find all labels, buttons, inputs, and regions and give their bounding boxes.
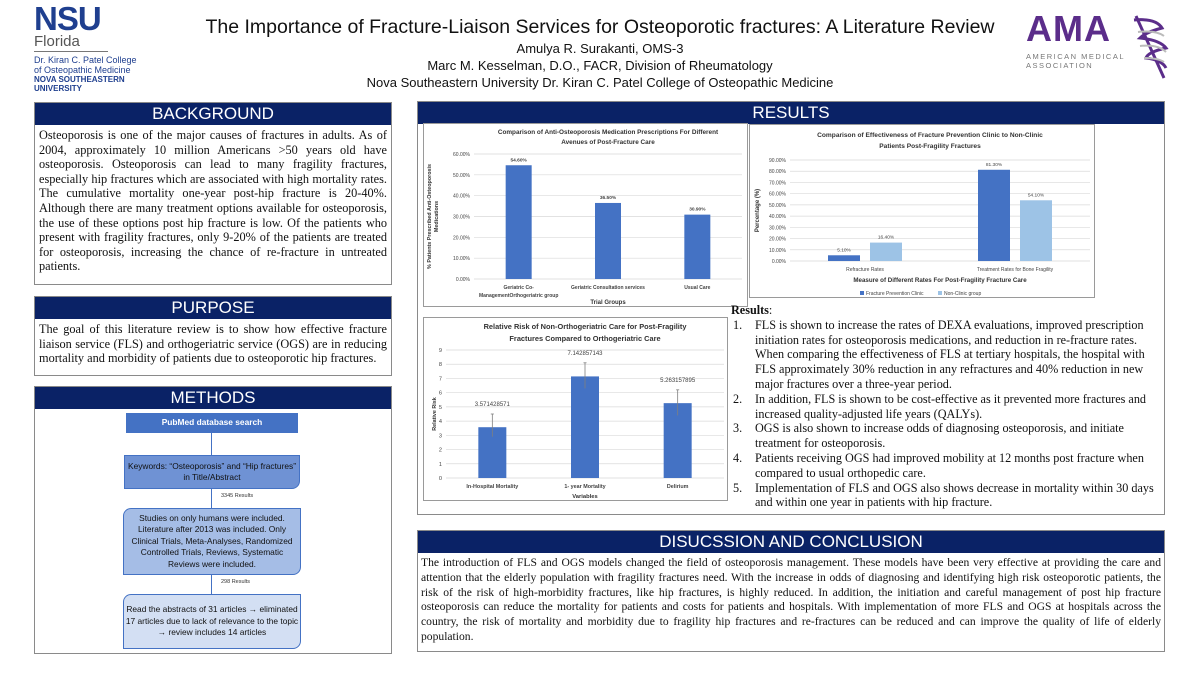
- discussion-panel: [417, 530, 1165, 652]
- results-list-heading: Results: [731, 303, 769, 317]
- y-axis-label: % Patients Prescribed Anti-Osteoporosis: [427, 164, 433, 269]
- background-panel: [34, 102, 392, 285]
- results-item: 2. In addition, FLS is shown to be cost-effective as it prevented more fractures and increased quality-adjusted life years (QALYs).: [733, 391, 1147, 421]
- results-list: [731, 318, 1163, 510]
- x-axis-label: Variables: [572, 494, 598, 500]
- results-item: 5. Implementation of FLS and OGS also shows decrease in mortality within 30 days and within one year in patients with hip fracture.: [733, 480, 1154, 510]
- x-tick-label: ManagementOrthogeriatric group: [478, 293, 559, 299]
- chart-1-svg: [424, 124, 749, 308]
- legend-swatch: [938, 291, 942, 295]
- nsu-logo: [34, 0, 194, 93]
- data-label: 3.571428571: [474, 402, 510, 408]
- chart-title: Relative Risk of Non-Orthogeriatric Care for Post-Fragility: [483, 322, 687, 331]
- y-tick-label: 6: [438, 390, 442, 397]
- y-tick-label: 60.00%: [453, 152, 470, 158]
- y-tick-label: 0: [438, 476, 442, 482]
- y-tick-label: 90.00%: [769, 158, 786, 164]
- y-tick-label: 8: [438, 362, 442, 369]
- results-item: 3. OGS is also shown to increase odds of diagnosing osteoporosis, and initiate treatment for osteoporosis.: [733, 421, 1124, 451]
- nsu-logo-line2: of Osteopathic Medicine: [34, 65, 131, 75]
- flow-count-1: 3345 Results: [221, 493, 254, 499]
- y-tick-label: 50.00%: [453, 172, 470, 179]
- data-label: 54.60%: [510, 158, 527, 164]
- staff-of-asclepius-icon: [1126, 12, 1176, 82]
- data-label: 5.10%: [837, 248, 851, 254]
- data-label: 5.263157895: [660, 377, 696, 384]
- bar: [684, 215, 710, 279]
- y-tick-label: 0.00%: [771, 259, 786, 265]
- author-1: Amulya R. Surakanti, OMS-3: [516, 41, 684, 56]
- flow-count-2: 298 Results: [221, 579, 251, 585]
- x-tick-label: 1- year Mortality: [564, 484, 606, 490]
- flow-arrow: [211, 575, 212, 594]
- chart-title: Avenues of Post-Fracture Care: [561, 139, 655, 146]
- y-axis-label: Relative Risk: [432, 397, 438, 431]
- flow-step-search: PubMed database search: [126, 413, 298, 433]
- chart-title: Fractures Compared to Orthogeriatric Care: [509, 334, 661, 343]
- x-tick-label: Geriatric Co-: [503, 285, 534, 291]
- x-axis-label: Trial Groups: [590, 300, 626, 306]
- y-tick-label: 4: [438, 419, 442, 426]
- y-tick-label: 5: [438, 404, 442, 411]
- legend-label: Non-Clinic group: [944, 291, 982, 297]
- x-axis-label: Measure of Different Rates For Post-Fragility Fracture Care: [853, 277, 1027, 284]
- nsu-logo-mark: NSU: [34, 0, 101, 37]
- y-tick-label: 20.00%: [769, 236, 786, 243]
- chart-medication-prescriptions: [423, 123, 748, 307]
- background-text: Osteoporosis is one of the major causes of fractures in adults. As of 2004, approximately 10 million Americans >50 years old have osteoporosis. Osteoporosis can lead to many fragility fractures, especially hip fractures which are associated with high mortality rates. The cumulative mortality one-year post-hip fracture is 20-40%. Although there are many treatment options available for osteoporosis, the use of these options post hip fracture is low. Of the patients who present with fragility fractures, only 9-20% of the patients are treated for osteoporosis, increasing the chance of re-fracture in untreated patients.: [39, 128, 387, 274]
- nsu-logo-line4: UNIVERSITY: [34, 84, 83, 93]
- chart-fracture-clinic-effectiveness: [749, 124, 1095, 298]
- x-tick-label: In-Hospital Mortality: [466, 484, 519, 490]
- chart-relative-risk: [423, 317, 728, 501]
- discussion-heading: DISUCSSION AND CONCLUSION: [418, 531, 1164, 553]
- results-heading: RESULTS: [418, 102, 1164, 124]
- data-label: 16.40%: [877, 235, 895, 241]
- data-label: 36.50%: [599, 195, 617, 201]
- y-axis-label: Percentage (%): [755, 188, 761, 233]
- flow-arrow: [211, 489, 212, 508]
- flow-arrow: [211, 433, 212, 455]
- results-summary: Results: 1. FLS is shown to increase the rates of DEXA evaluations, improved prescription initiation rates for osteoporosis medications, and reduction in re-fracture rates. When comparing the effectiveness of FLS at tertiary hospitals, the hospital with FLS approximately 30% reduction in any refractures and 40% reduction in new major fractures over a three-year period. 2. In addition, FLS is shown to be cost-effective as it prevented more fractures and increased quality-adjusted life years (QALYs). 3. OGS is also shown to increase odds of diagnosing osteoporosis, and initiate treatment for osteoporosis. 4. Patients receiving OGS had improved mobility at 12 months post fracture when compared to usual orthopedic care. 5. Implementation of FLS and OGS also shows decrease in mortality within 30 days and within one year in patients with hip fracture.: [731, 303, 1163, 510]
- nsu-logo-line3: NOVA SOUTHEASTERN: [34, 75, 125, 84]
- y-tick-label: 2: [438, 447, 442, 454]
- discussion-text: The introduction of FLS and OGS models changed the field of osteoporosis management. These models have been very effective at providing the care and attention that the elderly population with fragility fractures need. With the increase in odds of diagnosing and identifying high risk osteoporotic patients, the risk of the risk of high-morbidity fractures, like hip fractures, is highly reduced. In addition, the initiation and careful management of post hip fracture osteoporosis can reduce the mortality for patients and costs for patients and hospitals. With implementation of more FLS and OGS at hospitals across the country, the risk of mortality and morbidity due to fragility hip fractures and re-fractures can be reduced and can improve the quality of life of elderly population.: [421, 556, 1161, 643]
- bar: [571, 376, 599, 478]
- ama-logo-line2: ASSOCIATION: [1026, 61, 1094, 70]
- y-tick-label: 20.00%: [453, 235, 470, 242]
- flow-step-filters: Studies on only humans were included. Literature after 2013 was included. Only Clinical Trials, Meta-Analyses, Randomized Controlled Trials, Reviews, Systematic Reviews were included.: [123, 508, 301, 575]
- chart-title: Comparison of Anti-Osteoporosis Medication Prescriptions For Different: [497, 129, 719, 136]
- results-item-text: Implementation of FLS and OGS also shows decrease in mortality within 30 days and within one year in patients with hip fracture.: [755, 480, 1154, 510]
- y-tick-label: 70.00%: [769, 180, 786, 187]
- x-tick-label: Delirium: [666, 484, 689, 490]
- y-tick-label: 60.00%: [769, 191, 786, 198]
- results-item-text: FLS is shown to increase the rates of DEXA evaluations, improved prescription initiation rates for osteoporosis medications, and reduction in re-fracture rates. When comparing the effectiveness of FLS at tertiary hospitals, the hospital with FLS approximately 30% reduction in any refractures and 40% reduction in new major fractures over a three-year period.: [755, 317, 1145, 391]
- ama-logo-mark: AMA: [1026, 8, 1111, 49]
- bar: [506, 165, 532, 279]
- methods-flowchart: [35, 409, 391, 653]
- results-item-text: Patients receiving OGS had improved mobility at 12 months post fracture when compared to usual orthopedic care.: [755, 450, 1144, 480]
- chart-3-svg: [424, 318, 729, 502]
- data-label: 81.30%: [985, 162, 1003, 168]
- nsu-logo-line1: Dr. Kiran C. Patel College: [34, 55, 137, 65]
- y-tick-label: 40.00%: [769, 214, 786, 221]
- bar: [1020, 200, 1052, 261]
- legend-label: Fracture Prevention Clinic: [866, 291, 924, 297]
- x-tick-label: Geriatric Consultation services: [571, 285, 645, 291]
- nsu-logo-florida: Florida: [34, 34, 108, 52]
- methods-heading: METHODS: [35, 387, 391, 409]
- y-tick-label: 7: [438, 376, 442, 383]
- bar: [978, 170, 1010, 261]
- y-tick-label: 50.00%: [769, 202, 786, 209]
- chart-title: Patients Post-Fragility Fractures: [879, 143, 981, 150]
- ama-logo-line1: AMERICAN MEDICAL: [1026, 52, 1126, 61]
- purpose-heading: PURPOSE: [35, 297, 391, 319]
- x-tick-label: Treatment Rates for Bone Fragility: [976, 267, 1054, 273]
- y-tick-label: 30.00%: [453, 214, 470, 221]
- methods-panel: [34, 386, 392, 654]
- poster-title: The Importance of Fracture-Liaison Services for Osteoporotic fractures: A Literature Review: [205, 16, 995, 38]
- results-item: 4. Patients receiving OGS had improved mobility at 12 months post fracture when compared to usual orthopedic care.: [733, 450, 1144, 480]
- y-tick-label: 30.00%: [769, 225, 786, 232]
- bar: [595, 203, 621, 279]
- results-item-text: OGS is also shown to increase odds of diagnosing osteoporosis, and initiate treatment for osteoporosis.: [755, 421, 1124, 451]
- chart-title: Comparison of Effectiveness of Fracture Prevention Clinic to Non-Clinic: [817, 132, 1043, 139]
- ama-logo: [1026, 8, 1176, 82]
- y-tick-label: 1: [438, 461, 442, 468]
- y-tick-label: 10.00%: [769, 247, 786, 254]
- author-2: Marc M. Kesselman, D.O., FACR, Division of Rheumatology: [427, 58, 773, 73]
- data-label: 54.10%: [1027, 193, 1045, 199]
- y-tick-label: 3: [438, 433, 442, 440]
- x-tick-label: Usual Care: [684, 285, 711, 291]
- institution: Nova Southeastern University Dr. Kiran C. Patel College of Osteopathic Medicine: [366, 75, 834, 90]
- y-axis-label: Medications: [434, 200, 440, 233]
- results-item: 1. FLS is shown to increase the rates of DEXA evaluations, improved prescription initiation rates for osteoporosis medications, and reduction in re-fracture rates. When comparing the effectiveness of FLS at tertiary hospitals, the hospital with FLS approximately 30% reduction in any refractures and 40% reduction in new major fractures over a three-year period.: [733, 317, 1145, 391]
- purpose-panel: [34, 296, 392, 376]
- bar: [828, 255, 860, 261]
- y-tick-label: 10.00%: [453, 256, 470, 263]
- legend-swatch: [860, 291, 864, 295]
- flow-step-screening: Read the abstracts of 31 articles → eliminated 17 articles due to lack of relevance to the topic → review includes 14 articles: [123, 594, 301, 649]
- results-item-text: In addition, FLS is shown to be cost-effective as it prevented more fractures and increased quality-adjusted life years (QALYs).: [755, 391, 1147, 421]
- flow-step-keywords: Keywords: “Osteoporosis” and “Hip fractures” in Title/Abstract: [124, 455, 300, 489]
- y-tick-label: 9: [438, 348, 442, 354]
- data-label: 30.90%: [689, 207, 706, 213]
- bar: [870, 243, 902, 261]
- x-tick-label: Refracture Rates: [846, 267, 884, 273]
- results-panel: [417, 101, 1165, 515]
- y-tick-label: 0.00%: [455, 277, 470, 283]
- poster-header: [190, 14, 1010, 91]
- background-heading: BACKGROUND: [35, 103, 391, 125]
- data-label: 7.142857143: [567, 350, 603, 357]
- purpose-text: The goal of this literature review is to show how effective fracture liaison service (FLS) and orthogeriatric service (OGS) are in reducing mortality and morbidity of patients due to osteoporotic hip fractures.: [39, 322, 387, 366]
- y-tick-label: 80.00%: [769, 169, 786, 176]
- chart-2-svg: [750, 125, 1096, 299]
- y-tick-label: 40.00%: [453, 193, 470, 200]
